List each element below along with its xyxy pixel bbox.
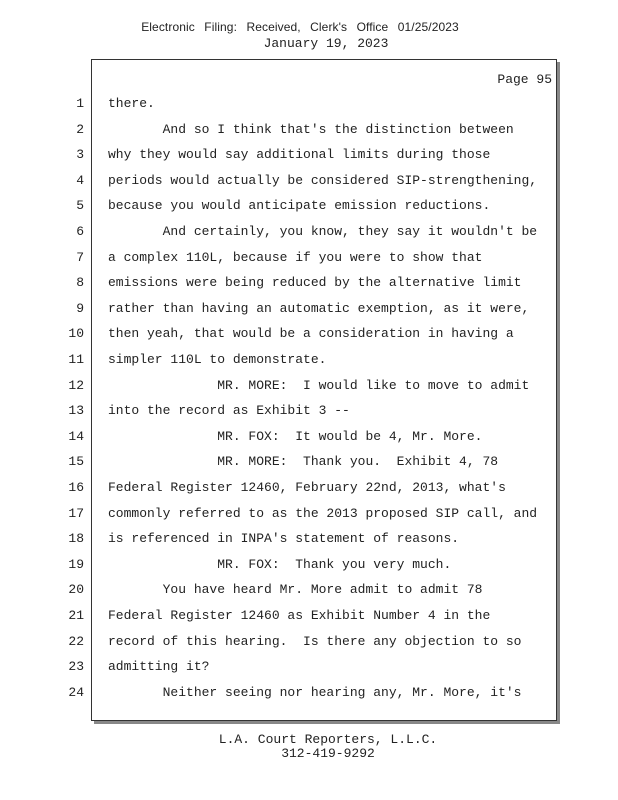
transcript-line: record of this hearing. Is there any objection to so <box>108 634 522 649</box>
line-number: 7 <box>76 250 84 265</box>
line-number: 8 <box>76 275 84 290</box>
line-number: 13 <box>68 403 84 418</box>
transcript-line: MR. MORE: I would like to move to admit <box>108 378 530 393</box>
transcript-date: January 19, 2023 <box>263 36 389 51</box>
line-number: 18 <box>68 531 84 546</box>
page-number: Page 95 <box>497 72 552 87</box>
line-number: 12 <box>68 378 84 393</box>
line-number: 5 <box>76 198 84 213</box>
transcript-line: why they would say additional limits during those <box>108 147 491 162</box>
transcript-line: periods would actually be considered SIP-strengthening, <box>108 173 538 188</box>
transcript-line: simpler 110L to demonstrate. <box>108 352 327 367</box>
transcript-line: because you would anticipate emission reductions. <box>108 198 491 213</box>
line-number: 15 <box>68 454 84 469</box>
transcript-line: Neither seeing nor hearing any, Mr. More, it's <box>108 685 522 700</box>
transcript-line: there. <box>108 96 155 111</box>
line-number: 10 <box>68 326 84 341</box>
transcript-line: commonly referred to as the 2013 proposed SIP call, and <box>108 506 538 521</box>
footer <box>0 733 618 761</box>
line-number: 22 <box>68 634 84 649</box>
line-number: 19 <box>68 557 84 572</box>
line-number: 21 <box>68 608 84 623</box>
transcript-line: then yeah, that would be a consideration in having a <box>108 326 514 341</box>
transcript-line: And certainly, you know, they say it wouldn't be <box>108 224 538 239</box>
transcript-line: And so I think that's the distinction between <box>108 122 514 137</box>
line-number: 20 <box>68 582 84 597</box>
line-number: 17 <box>68 506 84 521</box>
line-number: 4 <box>76 173 84 188</box>
transcript-line: Federal Register 12460 as Exhibit Number 4 in the <box>108 608 491 623</box>
transcript-line: Federal Register 12460, February 22nd, 2013, what's <box>108 480 506 495</box>
line-number: 1 <box>76 96 84 111</box>
transcript-line: into the record as Exhibit 3 -- <box>108 403 350 418</box>
transcript-line: MR. FOX: It would be 4, Mr. More. <box>108 429 483 444</box>
line-number: 11 <box>68 352 84 367</box>
transcript-line: admitting it? <box>108 659 210 674</box>
line-number: 24 <box>68 685 84 700</box>
transcript-line: MR. FOX: Thank you very much. <box>108 557 452 572</box>
transcript-line: MR. MORE: Thank you. Exhibit 4, 78 <box>108 454 499 469</box>
line-number: 6 <box>76 224 84 239</box>
transcript-line: emissions were being reduced by the alternative limit <box>108 275 522 290</box>
reporter-company: L.A. Court Reporters, L.L.C. <box>218 732 438 747</box>
line-number: 16 <box>68 480 84 495</box>
line-number: 9 <box>76 301 84 316</box>
line-number: 23 <box>68 659 84 674</box>
transcript-line: is referenced in INPA's statement of reasons. <box>108 531 460 546</box>
line-number: 2 <box>76 122 84 137</box>
line-number: 3 <box>76 147 84 162</box>
transcript-line: You have heard Mr. More admit to admit 78 <box>108 582 483 597</box>
filing-stamp: Electronic Filing: Received, Clerk's Office 01/25/2023 <box>141 20 459 34</box>
line-number: 14 <box>68 429 84 444</box>
transcript-line: a complex 110L, because if you were to show that <box>108 250 483 265</box>
reporter-phone: 312-419-9292 <box>281 746 375 761</box>
transcript-line: rather than having an automatic exemption, as it were, <box>108 301 530 316</box>
